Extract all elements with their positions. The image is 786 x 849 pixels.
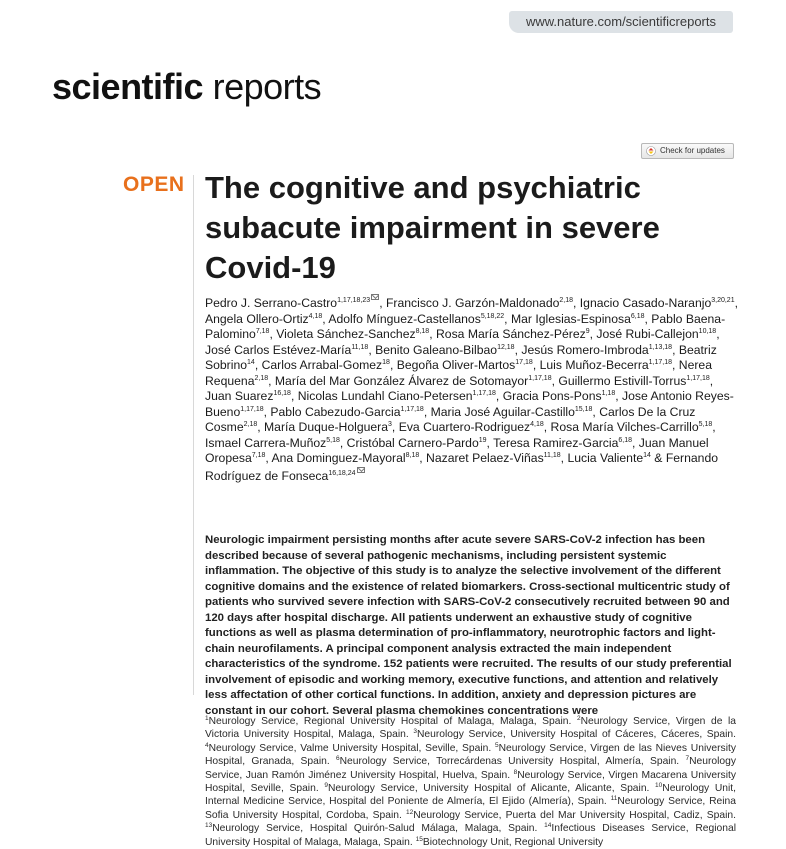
author-affiliation-marker: 1,17,18 (528, 374, 552, 382)
author-name[interactable]: Luis Muñoz-Becerra (539, 358, 649, 372)
author-affiliation-marker: 6,18 (630, 312, 645, 320)
affiliation-number: 3 (413, 728, 417, 736)
abstract: Neurologic impairment persisting months after acute severe SARS-CoV-2 infection has been described because of several pathogenic mechanisms, including persistent systemic inflammation. The objective of this study is to analyze the selective involvement of the different cognitive domains and the existence of related biomarkers. Cross-sectional multicentric study of patients who survived severe infection with SARS-CoV-2 consecutively recruited between 90 and 120 days after hospital discharge. All patients underwent an exhaustive study of cognitive functions as well as plasma determination of pro-inflammatory, neurotrophic factors and light-chain neurofilaments. A principal component analysis extracted the main independent characteristics of the syndrome. 152 patients were recruited. The results of our study preferential involvement of episodic and working memory, executive functions, and attention and relatively less affectation of other cortical functions. In addition, anxiety and depression pictures are constant in our cohort. Several plasma chemokines concentrations were (205, 534, 732, 717)
author-affiliation-marker: 16,18 (273, 390, 291, 397)
author-name[interactable]: Fernando Rodríguez de Fonseca (205, 451, 718, 483)
affiliation-text: Neurology Unit, Internal Medicine Service, Hospital del Poniente de Almería, El Ejido (Almería), Spain. (205, 783, 736, 808)
author-name[interactable]: José Rubi-Callejon (596, 327, 699, 341)
author-separator: , (339, 435, 347, 450)
author-separator: , (615, 389, 622, 403)
open-access-badge: OPEN (123, 173, 185, 196)
author-separator: , (716, 327, 720, 341)
author-separator: , (391, 420, 399, 434)
author-separator: , (712, 420, 716, 434)
author-separator: , (269, 327, 277, 341)
author-separator: , (589, 327, 597, 341)
affiliation-number: 6 (335, 755, 340, 763)
author-name[interactable]: Adolfo Mínguez-Castellanos (328, 311, 481, 326)
check-for-updates-button[interactable] (641, 143, 734, 159)
author-affiliation-marker: 1,13,18 (648, 343, 673, 351)
author-affiliation-marker: 2,18 (254, 374, 269, 382)
author-name[interactable]: Nicolas Lundahl Ciano-Petersen (297, 389, 473, 403)
author-affiliation-marker: 14 (643, 452, 651, 459)
author-name[interactable]: Juan Suarez (205, 389, 274, 403)
affiliation-number: 10 (655, 782, 663, 790)
affiliation-text: Neurology Service, Virgen de la Victoria University Hospital, Malaga, Spain. (205, 716, 736, 741)
author-affiliation-marker: 1,17,18 (686, 374, 710, 382)
author-affiliation-marker: 2,18 (243, 421, 258, 428)
affiliation-number: 12 (406, 808, 414, 816)
journal-url-tab[interactable]: www.nature.com/scientificreports (509, 11, 733, 33)
author-affiliation-marker: 16,18,24 (328, 470, 364, 477)
author-separator: , (268, 373, 275, 388)
author-name[interactable]: Gracia Pons-Pons (502, 389, 602, 403)
affiliations (205, 715, 736, 849)
affiliation-text: Neurology Service, Hospital Quirón-Salud Málaga, Malaga, Spain. (212, 823, 545, 835)
author-name[interactable]: María del Mar González Álvarez de Sotomayor (274, 373, 529, 388)
author-name[interactable]: Cristóbal Carnero-Pardo (346, 435, 479, 450)
author-separator: , (532, 358, 540, 372)
affiliation-number: 13 (205, 822, 213, 830)
author-separator: , (672, 358, 679, 372)
author-separator: , (290, 389, 298, 403)
author-separator: , (389, 358, 397, 372)
author-affiliation-marker: 7,18 (255, 328, 270, 335)
author-affiliation-marker: 12,18 (497, 343, 515, 351)
author-name[interactable]: Pedro J. Serrano-Castro (205, 296, 338, 310)
affiliation-text: Neurology Service, Regional University Hospital of Malaga, Malaga, Spain. (208, 716, 577, 727)
crossmark-icon (646, 146, 656, 156)
article-title: The cognitive and psychiatric subacute impairment in severe Covid-19 (205, 170, 660, 285)
author-name[interactable]: Angela Ollero-Ortiz (205, 311, 309, 326)
author-separator: , (709, 373, 714, 388)
author-affiliation-marker: 11,18 (351, 343, 369, 351)
affiliation-text: Infectious Diseases Service, Regional University Hospital of Malaga, Malaga, Spain. (205, 823, 736, 848)
affiliation-number: 8 (513, 768, 518, 776)
author-name[interactable]: Lucia Valiente (567, 451, 644, 465)
author-affiliation-marker: 1,17,18 (472, 390, 496, 397)
author-affiliation-marker: 1,17,18 (240, 405, 264, 413)
author-name[interactable]: Ignacio Casado-Naranjo (579, 296, 712, 310)
author-affiliation-marker: 1,17,18 (400, 405, 424, 413)
author-separator: , (551, 373, 559, 388)
author-name[interactable]: Ana Dominguez-Mayoral (271, 451, 406, 465)
affiliation-text: Neurology Service, Puerta del Mar University Hospital, Cadiz, Spain. (413, 809, 736, 821)
affiliation-number: 1 (205, 715, 209, 722)
author-name[interactable]: Jose Antonio Reyes-Bueno (205, 389, 734, 419)
author-affiliation-marker: 1,17,18,23 (337, 297, 379, 304)
author-affiliation-marker: 17,18 (515, 359, 533, 366)
author-separator: , (644, 311, 652, 326)
author-affiliation-marker: 5,18,22 (480, 312, 505, 320)
author-separator: , (514, 342, 522, 357)
author-separator: , (560, 451, 568, 465)
affiliation-text: Neurology Service, Reina Sofia University Hospital, Cordoba, Spain. (205, 796, 736, 821)
author-separator: , (543, 420, 551, 434)
author-name[interactable]: Ismael Carrera-Muñoz (205, 435, 327, 450)
author-affiliation-marker: 18 (382, 359, 390, 366)
author-separator: , (423, 404, 431, 419)
affiliation-number: 14 (544, 822, 552, 830)
author-separator: , (429, 327, 436, 341)
author-separator: , (486, 435, 494, 450)
author-name[interactable]: Teresa Ramirez-Garcia (493, 435, 619, 450)
author-affiliation-marker: 14 (247, 359, 255, 366)
affiliation-text: Neurology Service, Virgen de las Nieves University Hospital, Granada, Spain. (205, 742, 736, 768)
journal-logo[interactable] (52, 66, 321, 108)
journal-logo-bold: scientific (52, 66, 204, 107)
author-name[interactable]: Carlos De la Cruz Cosme (205, 404, 696, 434)
affiliation-number: 7 (685, 755, 690, 763)
author-separator: , (504, 311, 511, 326)
author-name[interactable]: Pablo Cabezudo-Garcia (270, 404, 401, 419)
author-name[interactable]: Juan Manuel Oropesa (205, 435, 709, 465)
author-affiliation-marker: 10,18 (698, 328, 717, 335)
check-for-updates-label: Check for updates (660, 146, 725, 155)
email-envelope-icon[interactable] (371, 294, 379, 300)
author-name[interactable]: Mar Iglesias-Espinosa (510, 311, 631, 326)
author-affiliation-marker: 19 (478, 436, 487, 444)
author-affiliation-marker: 6,18 (618, 436, 633, 444)
author-name[interactable]: Guillermo Estivill-Torrus (558, 373, 687, 388)
journal-logo-light: reports (212, 66, 322, 107)
author-name[interactable]: Benito Galeano-Bilbao (375, 342, 498, 357)
author-affiliation-marker: 2,18 (559, 297, 574, 304)
column-divider (193, 175, 194, 695)
author-name[interactable]: Violeta Sánchez-Sanchez (276, 327, 416, 341)
author-separator: , (265, 451, 272, 465)
author-affiliation-marker: 5,18 (326, 436, 340, 444)
author-affiliation-marker: 11,18 (543, 452, 561, 459)
affiliation-text: Neurology Service, University Hospital of Cáceres, Cáceres, Spain. (416, 729, 736, 741)
author-separator: , (368, 342, 376, 357)
author-separator: , (379, 296, 386, 310)
affiliation-text: Neurology Service, Torrecárdenas University Hospital, Almería, Spain. (339, 756, 686, 768)
author-separator: , (254, 358, 262, 372)
affiliation-text: Neurology Service, University Hospital of Alicante, Alicante, Spain. (327, 783, 656, 795)
author-separator: , (672, 342, 679, 357)
author-separator: , (632, 435, 639, 450)
affiliation-number: 4 (205, 741, 209, 749)
affiliation-number: 2 (576, 715, 581, 722)
author-name[interactable]: Carlos Arrabal-Gomez (261, 358, 383, 372)
affiliation-number: 15 (415, 835, 423, 843)
author-name[interactable]: Nazaret Pelaez-Viñas (426, 451, 544, 465)
author-separator: , (419, 451, 427, 465)
author-separator: & (650, 451, 666, 465)
author-affiliation-marker: 4,18 (308, 312, 323, 320)
author-name[interactable]: Francisco J. Garzón-Maldonado (385, 296, 560, 310)
author-separator: , (322, 311, 329, 326)
affiliation-number: 11 (610, 795, 618, 803)
author-affiliation-marker: 4,18 (530, 421, 544, 428)
author-affiliation-marker: 1,17,18 (648, 359, 673, 366)
author-name[interactable]: Beatriz Sobrino (205, 342, 717, 372)
author-affiliation-marker: 3 (388, 421, 392, 428)
author-name[interactable]: Rosa María Sánchez-Pérez (435, 327, 586, 341)
author-affiliation-marker: 8,18 (415, 328, 430, 335)
author-separator: , (257, 420, 265, 434)
author-name[interactable]: Nerea Requena (205, 358, 712, 388)
author-name[interactable]: Maria José Aguilar-Castillo (430, 404, 575, 419)
author-affiliation-marker: 8,18 (405, 452, 420, 459)
author-name[interactable]: María Duque-Holguera (264, 420, 388, 434)
affiliation-text: Biotechnology Unit, Regional University (422, 836, 604, 848)
author-affiliation-marker: 15,18 (574, 405, 593, 413)
author-separator: , (592, 404, 600, 419)
email-envelope-icon[interactable] (357, 467, 365, 473)
affiliation-text: Neurology Service, Virgen Macarena University Hospital, Seville, Spain. (205, 769, 736, 795)
affiliation-number: 9 (324, 782, 328, 790)
affiliation-text: Neurology Service, Valme University Hospital, Seville, Spain. (208, 742, 495, 754)
affiliation-number: 5 (494, 741, 499, 749)
author-name[interactable]: Begoña Oliver-Martos (396, 358, 516, 372)
author-affiliation-marker: 5,18 (698, 421, 713, 428)
author-separator: , (734, 296, 738, 310)
author-separator: , (263, 404, 271, 419)
author-name[interactable]: Eva Cuartero-Rodriguez (398, 420, 531, 434)
author-affiliation-marker: 7,18 (251, 452, 266, 459)
author-name[interactable]: Jesús Romero-Imbroda (521, 342, 649, 357)
author-affiliation-marker: 1,18 (601, 390, 616, 397)
author-name[interactable]: Pablo Baena-Palomino (205, 311, 726, 341)
author-name[interactable]: José Carlos Estévez-María (205, 342, 352, 357)
author-separator: , (573, 296, 580, 310)
author-affiliation-marker: 3,20,21 (711, 297, 735, 304)
author-affiliation-marker: 9 (585, 328, 590, 335)
affiliation-text: Neurology Service, Juan Ramón Jiménez University Hospital, Huelva, Spain. (205, 756, 736, 781)
author-name[interactable]: Rosa María Vilches-Carrillo (550, 420, 699, 434)
author-separator: , (495, 389, 503, 403)
author-list (205, 294, 740, 484)
